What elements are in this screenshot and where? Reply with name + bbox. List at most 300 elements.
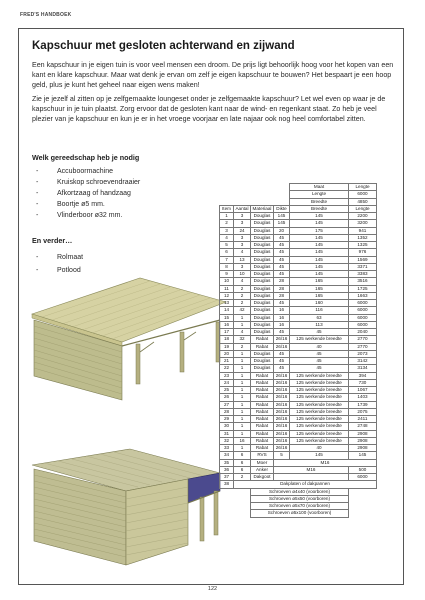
table-cell: 6: [234, 452, 251, 459]
table-cell: 125 werkende breedte: [290, 430, 349, 437]
dims-row: [220, 184, 377, 191]
dims-value: Lengte: [349, 184, 377, 191]
table-row: [220, 358, 377, 365]
materials-table: [219, 183, 377, 518]
shed-finished-illustration: [30, 447, 222, 571]
table-cell: 45: [274, 365, 290, 372]
table-cell: 26/16: [274, 408, 290, 415]
shed-frame-illustration: [30, 276, 228, 402]
table-cell: Anker: [251, 466, 274, 473]
table-row: [220, 401, 377, 408]
table-cell: 165: [290, 292, 349, 299]
table-cell: 32: [234, 336, 251, 343]
table-cell: 1569: [349, 256, 377, 263]
table-cell: 1: [234, 314, 251, 321]
table-cell: 1352: [349, 234, 377, 241]
table-cell: 25: [220, 387, 234, 394]
table-row: [220, 220, 377, 227]
table-cell: 2908: [349, 430, 377, 437]
table-cell: Rabat: [251, 401, 274, 408]
table-row: [220, 292, 377, 299]
table-cell: 1: [234, 445, 251, 452]
table-row: [220, 416, 377, 423]
table-cell: 63: [290, 314, 349, 321]
intro-paragraph-1: Een kapschuur in je eigen tuin is voor veel mensen een droom. De prijs ligt behoorlijk hoog voor het kopen van een kant en klare kapschuur. Maar wat denk je ervan om zelf je eigen kapschuur te bouwen? Het bespaart je een hoop geld, plus je kunt het geheel naar eigen wens maken!: [32, 61, 394, 90]
column-header: Materiaal: [251, 205, 274, 212]
table-cell: Schroeven ø4x40 (voorboren): [251, 488, 349, 495]
table-cell: 35: [220, 459, 234, 466]
table-row: [220, 365, 377, 372]
table-row: [220, 249, 377, 256]
table-header-row: [220, 205, 377, 212]
table-cell: 3: [234, 242, 251, 249]
table-cell: Rabat: [251, 445, 274, 452]
table-row: [220, 437, 377, 444]
table-cell: Douglas: [251, 307, 274, 314]
table-row: [220, 278, 377, 285]
table-cell: 3: [234, 220, 251, 227]
table-cell: 6: [234, 459, 251, 466]
table-cell: 125 werkende breedte: [290, 379, 349, 386]
table-cell: 13: [234, 256, 251, 263]
table-cell: 145: [349, 452, 377, 459]
table-cell: 1: [234, 358, 251, 365]
table-cell: 22: [220, 365, 234, 372]
table-cell: Rabat: [251, 372, 274, 379]
table-cell: 4: [234, 249, 251, 256]
table-cell: 6000: [349, 307, 377, 314]
table-cell: 20: [220, 350, 234, 357]
table-cell: 1725: [349, 285, 377, 292]
table-cell: 3: [220, 227, 234, 234]
table-cell: 2770: [349, 343, 377, 350]
dims-row: [220, 198, 377, 205]
table-cell: 6000: [349, 300, 377, 307]
table-cell: Rabat: [251, 343, 274, 350]
table-cell: 28: [274, 292, 290, 299]
table-cell: Dakgoot: [251, 474, 274, 481]
table-cell: 941: [349, 227, 377, 234]
table-cell: 175: [290, 227, 349, 234]
table-cell: Douglas: [251, 256, 274, 263]
table-cell: 28: [274, 278, 290, 285]
table-cell: 7: [220, 256, 234, 263]
table-row: [220, 234, 377, 241]
table-cell: 32: [220, 437, 234, 444]
table-cell: 45: [290, 329, 349, 336]
table-row: [220, 474, 377, 481]
table-cell: 26/16: [274, 423, 290, 430]
table-cell: 4: [234, 329, 251, 336]
table-row: [220, 488, 377, 495]
table-cell: 45: [274, 358, 290, 365]
list-item: - Vlinderboor ø32 mm.: [36, 212, 123, 219]
table-cell: Douglas: [251, 358, 274, 365]
table-cell: Schroeven ø5x50 (voorboren): [251, 495, 349, 502]
column-header: Aantal: [235, 205, 249, 211]
dims-label: Breedte: [290, 198, 349, 205]
table-cell: 37: [220, 474, 234, 481]
table-cell: 125 werkende breedte: [290, 387, 349, 394]
table-cell: 28: [220, 408, 234, 415]
table-cell: 31: [220, 430, 234, 437]
table-row: [220, 321, 377, 328]
table-cell: 1: [220, 213, 234, 220]
table-row: [220, 300, 377, 307]
table-cell: 1: [234, 401, 251, 408]
table-cell: 2: [234, 285, 251, 292]
table-cell: 125 werkende breedte: [290, 401, 349, 408]
table-cell: 500: [349, 466, 377, 473]
table-cell: 45: [290, 365, 349, 372]
list-item: - Afkortzaag of handzaag: [36, 190, 131, 197]
table-cell: 2073: [349, 350, 377, 357]
table-cell: 5: [220, 242, 234, 249]
table-cell: 1: [234, 408, 251, 415]
table-row: [220, 394, 377, 401]
list-item: - Boortje ø5 mm.: [36, 201, 105, 208]
table-cell: 10: [234, 271, 251, 278]
table-cell: 165: [290, 285, 349, 292]
table-cell: 116: [290, 307, 349, 314]
table-row: [220, 343, 377, 350]
table-row: [220, 213, 377, 220]
table-cell: 2748: [349, 423, 377, 430]
table-cell: 26/16: [274, 437, 290, 444]
table-row: [220, 481, 377, 488]
column-header: Dikte: [274, 205, 290, 212]
table-cell: 1: [234, 321, 251, 328]
table-cell: 14: [220, 307, 234, 314]
table-row: [220, 430, 377, 437]
table-cell: 5: [274, 452, 290, 459]
table-cell: Rabat: [251, 408, 274, 415]
table-cell: Douglas: [251, 220, 274, 227]
table-cell: 1403: [349, 394, 377, 401]
table-cell: Schroeven ø5x100 (voorboren): [251, 510, 349, 517]
table-cell: Douglas: [251, 321, 274, 328]
table-cell: 16: [274, 314, 290, 321]
table-cell: 976: [349, 249, 377, 256]
table-row: [220, 452, 377, 459]
table-cell: 13: [220, 300, 234, 307]
dims-value: 6000: [349, 191, 377, 198]
table-cell: 3134: [349, 365, 377, 372]
table-cell: 394: [349, 372, 377, 379]
table-row: [220, 307, 377, 314]
dims-value: 4850: [349, 198, 377, 205]
table-cell: 45: [274, 271, 290, 278]
list-item: - Potlood: [36, 267, 81, 274]
table-cell: 10: [220, 278, 234, 285]
table-cell: 16: [234, 437, 251, 444]
table-cell: 145: [290, 242, 349, 249]
table-row: [220, 271, 377, 278]
table-cell: 3: [234, 263, 251, 270]
table-cell: 125 werkende breedte: [290, 423, 349, 430]
table-cell: 3200: [349, 220, 377, 227]
table-cell: Moer: [251, 459, 274, 466]
table-cell: 24: [234, 227, 251, 234]
table-row: [220, 263, 377, 270]
table-row: [220, 314, 377, 321]
table-row: [220, 510, 377, 517]
table-cell: 145: [274, 213, 290, 220]
table-cell: 3516: [349, 278, 377, 285]
page-title: Kapschuur met gesloten achterwand en zijwand: [32, 40, 295, 52]
table-cell: 165: [290, 278, 349, 285]
table-cell: 125 werkende breedte: [290, 437, 349, 444]
table-cell: 2908: [349, 445, 377, 452]
table-cell: Douglas: [251, 263, 274, 270]
table-cell: 40: [290, 343, 349, 350]
table-cell: 16: [274, 307, 290, 314]
table-cell: 8: [220, 263, 234, 270]
table-cell: 1739: [349, 401, 377, 408]
table-cell: 125 werkende breedte: [290, 372, 349, 379]
table-cell: 2: [234, 300, 251, 307]
table-cell: 16: [274, 321, 290, 328]
table-cell: 1: [234, 387, 251, 394]
table-cell: Douglas: [251, 292, 274, 299]
table-cell: 1325: [349, 242, 377, 249]
table-cell: 38: [220, 481, 234, 488]
table-cell: 2: [220, 220, 234, 227]
table-cell: 26/16: [274, 416, 290, 423]
table-row: [220, 336, 377, 343]
list-item: - Rolmaat: [36, 254, 84, 261]
table-row: [220, 503, 377, 510]
table-cell: Douglas: [251, 314, 274, 321]
table-row: [220, 466, 377, 473]
table-cell: 1: [234, 430, 251, 437]
intro-paragraph-2: Zie je jezelf al zitten op je zelfgemaakte loungeset onder je zelfgemaakte kapschuur? Let wel even op waar je de kapschuur in je tuin plaatst. Zorg ervoor dat de gesloten kant naar de wind- en regenkant staat. Zo heb je veel plezier van je kapschuur en kun je er in het vroege voorjaar en late najaar ook nog heel comfortabel zitten.: [32, 95, 386, 124]
table-cell: 26/16: [274, 445, 290, 452]
table-cell: 6000: [349, 474, 377, 481]
table-cell: Rabat: [251, 336, 274, 343]
table-cell: 45: [274, 234, 290, 241]
table-cell: 45: [274, 263, 290, 270]
table-cell: 1: [234, 365, 251, 372]
table-cell: 145: [290, 271, 349, 278]
table-cell: 42: [234, 307, 251, 314]
table-row: [220, 242, 377, 249]
table-cell: Schroeven ø5x70 (voorboren): [251, 503, 349, 510]
table-cell: 26/16: [274, 430, 290, 437]
table-cell: 3: [234, 213, 251, 220]
table-cell: 45: [274, 350, 290, 357]
table-cell: 45: [274, 329, 290, 336]
table-cell: 1: [234, 372, 251, 379]
table-cell: 145: [290, 213, 349, 220]
dims-row: [220, 191, 377, 198]
table-row: [220, 445, 377, 452]
table-cell: M16: [274, 459, 377, 466]
table-cell: 26: [220, 394, 234, 401]
table-row: [220, 379, 377, 386]
table-cell: 6: [220, 249, 234, 256]
table-cell: Douglas: [251, 300, 274, 307]
table-row: [220, 459, 377, 466]
table-cell: 4: [220, 234, 234, 241]
table-cell: 730: [349, 379, 377, 386]
table-cell: M16: [274, 466, 349, 473]
table-cell: 19: [220, 343, 234, 350]
column-header: Item: [220, 205, 234, 212]
table-cell: 20: [274, 227, 290, 234]
table-cell: 29: [220, 416, 234, 423]
table-cell: Douglas: [251, 213, 274, 220]
table-cell: 2: [234, 343, 251, 350]
table-cell: 24: [220, 379, 234, 386]
table-cell: Douglas: [251, 285, 274, 292]
page-number: 122: [207, 586, 218, 592]
table-cell: Douglas: [251, 227, 274, 234]
table-cell: 2908: [349, 437, 377, 444]
table-cell: 9: [220, 271, 234, 278]
table-row: [220, 387, 377, 394]
table-cell: 45: [274, 242, 290, 249]
table-cell: 17: [220, 329, 234, 336]
list-item: - Kruiskop schroevendraaier: [36, 179, 141, 186]
table-cell: 11: [220, 285, 234, 292]
table-cell: 1: [234, 379, 251, 386]
table-cell: 4: [234, 278, 251, 285]
table-cell: 27: [220, 401, 234, 408]
table-row: [220, 329, 377, 336]
table-row: [220, 372, 377, 379]
table-cell: 125 werkende breedte: [290, 416, 349, 423]
table-cell: 45: [290, 358, 349, 365]
table-row: [220, 256, 377, 263]
table-cell: 1: [234, 423, 251, 430]
table-cell: 28: [274, 285, 290, 292]
table-cell: Douglas: [251, 365, 274, 372]
table-cell: 45: [290, 350, 349, 357]
table-cell: 23: [220, 372, 234, 379]
table-cell: 45: [274, 300, 290, 307]
table-cell: 6: [234, 466, 251, 473]
table-cell: 45: [274, 256, 290, 263]
table-cell: 26/16: [274, 394, 290, 401]
table-cell: 145: [290, 249, 349, 256]
table-cell: 15: [220, 314, 234, 321]
table-cell: Rabat: [251, 387, 274, 394]
table-cell: 2: [234, 474, 251, 481]
table-cell: 26/16: [274, 336, 290, 343]
table-cell: 125 werkende breedte: [290, 408, 349, 415]
table-cell: 113: [290, 321, 349, 328]
table-row: [220, 285, 377, 292]
table-cell: 26/16: [274, 401, 290, 408]
table-cell: 145: [290, 220, 349, 227]
table-cell: 1: [234, 416, 251, 423]
extras-heading: En verder…: [32, 236, 73, 245]
table-cell: 26/16: [274, 379, 290, 386]
table-cell: 2075: [349, 408, 377, 415]
table-cell: 3371: [349, 263, 377, 270]
table-cell: Rabat: [251, 423, 274, 430]
table-cell: 145: [290, 234, 349, 241]
table-cell: 145: [290, 452, 349, 459]
extras-list: [36, 252, 83, 276]
table-cell: Douglas: [251, 271, 274, 278]
table-cell: 6000: [349, 314, 377, 321]
dims-label: Maat: [290, 184, 349, 191]
column-header: Breedte: [290, 205, 349, 212]
table-cell: 40: [290, 445, 349, 452]
tools-list: [36, 166, 140, 221]
table-cell: 1: [234, 350, 251, 357]
intro-text: [32, 60, 394, 129]
table-cell: 1663: [349, 292, 377, 299]
table-cell: 30: [220, 423, 234, 430]
table-cell: 34: [220, 452, 234, 459]
table-cell: 36: [220, 466, 234, 473]
list-item: - Accuboormachine: [36, 168, 114, 175]
table-cell: 1: [234, 394, 251, 401]
table-cell: Rabat: [251, 430, 274, 437]
table-cell: 3383: [349, 271, 377, 278]
table-cell: Douglas: [251, 242, 274, 249]
table-cell: 26/16: [274, 343, 290, 350]
table-cell: Rabat: [251, 394, 274, 401]
table-cell: 6000: [349, 321, 377, 328]
tools-heading: Welk gereedschap heb je nodig: [32, 153, 140, 162]
table-cell: Rabat: [251, 379, 274, 386]
table-cell: 18: [220, 336, 234, 343]
table-cell: 33: [220, 445, 234, 452]
table-cell: 160: [290, 300, 349, 307]
table-cell: Douglas: [251, 234, 274, 241]
table-cell: RVS: [251, 452, 274, 459]
table-cell: 145: [290, 263, 349, 270]
table-cell: 12: [220, 292, 234, 299]
book-header: FRED'S HANDBOEK: [20, 12, 72, 18]
table-cell: Douglas: [251, 278, 274, 285]
table-cell: 145: [290, 256, 349, 263]
table-cell: 26/16: [274, 372, 290, 379]
dims-label: Lengte: [290, 191, 349, 198]
table-cell: 125 werkende breedte: [290, 336, 349, 343]
table-cell: 2411: [349, 416, 377, 423]
table-cell: 125 werkende breedte: [290, 394, 349, 401]
table-cell: 26/16: [274, 387, 290, 394]
table-row: [220, 408, 377, 415]
table-cell: 2770: [349, 336, 377, 343]
table-cell: 3: [234, 234, 251, 241]
table-cell: Dakplaten of dakpannen: [234, 481, 377, 488]
table-cell: 45: [274, 249, 290, 256]
table-cell: 2040: [349, 329, 377, 336]
table-row: [220, 423, 377, 430]
table-cell: Rabat: [251, 437, 274, 444]
table-cell: Douglas: [251, 350, 274, 357]
table-cell: Douglas: [251, 249, 274, 256]
table-cell: 2: [234, 292, 251, 299]
table-cell: 1067: [349, 387, 377, 394]
table-row: [220, 350, 377, 357]
table-cell: 21: [220, 358, 234, 365]
table-row: [220, 227, 377, 234]
table-cell: 145: [274, 220, 290, 227]
table-cell: Douglas: [251, 329, 274, 336]
table-cell: 16: [220, 321, 234, 328]
column-header: Lengte: [349, 205, 377, 212]
table-cell: 3142: [349, 358, 377, 365]
table-cell: 2200: [349, 213, 377, 220]
table-cell: Rabat: [251, 416, 274, 423]
